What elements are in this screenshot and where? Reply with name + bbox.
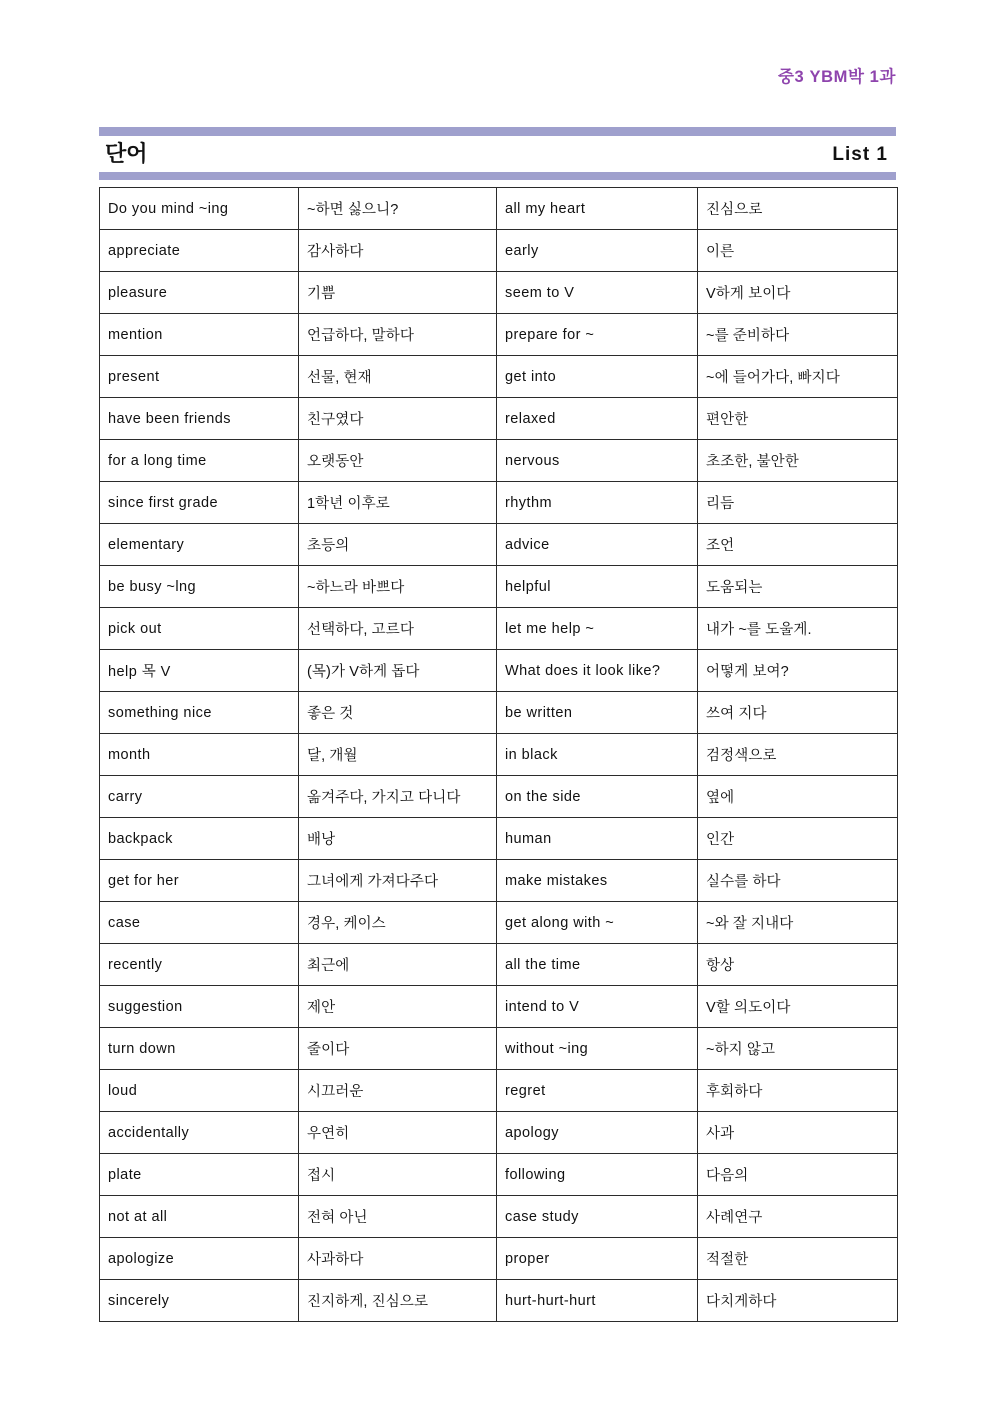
vocab-meaning-left: 줄이다 [299,1028,497,1070]
vocabulary-table [99,187,898,1322]
list-title-block [99,127,896,180]
document-header-label: 중3 YBM박 1과 [777,68,896,86]
vocab-term-left: recently [100,944,299,986]
vocab-term-left: plate [100,1154,299,1196]
vocab-meaning-right: ~에 들어가다, 빠지다 [698,356,898,398]
table-row [100,1154,898,1196]
table-row [100,734,898,776]
vocab-term-left: be busy ~lng [100,566,299,608]
vocab-term-right: following [497,1154,698,1196]
vocab-term-right: make mistakes [497,860,698,902]
table-row [100,692,898,734]
table-row [100,1280,898,1322]
vocab-meaning-left: 그녀에게 가져다주다 [299,860,497,902]
list-number-label: List 1 [832,143,888,165]
vocab-meaning-right: 이른 [698,230,898,272]
vocab-term-left: turn down [100,1028,299,1070]
table-row [100,440,898,482]
vocab-meaning-left: 최근에 [299,944,497,986]
table-row [100,776,898,818]
vocab-meaning-right: 인간 [698,818,898,860]
vocab-term-left: loud [100,1070,299,1112]
vocab-meaning-left: 전혀 아닌 [299,1196,497,1238]
vocab-meaning-left: ~하면 싫으니? [299,188,497,230]
table-row [100,524,898,566]
table-row [100,902,898,944]
vocab-meaning-right: 진심으로 [698,188,898,230]
vocab-term-left: something nice [100,692,299,734]
vocab-term-right: What does it look like? [497,650,698,692]
vocab-term-right: advice [497,524,698,566]
vocab-meaning-right: 사과 [698,1112,898,1154]
vocab-meaning-left: 경우, 케이스 [299,902,497,944]
vocab-term-right: human [497,818,698,860]
vocab-term-right: without ~ing [497,1028,698,1070]
vocab-term-right: on the side [497,776,698,818]
table-row [100,608,898,650]
page-title: 단어 [105,141,148,166]
vocab-term-right: seem to V [497,272,698,314]
vocab-meaning-right: 다치게하다 [698,1280,898,1322]
vocab-meaning-left: 언급하다, 말하다 [299,314,497,356]
vocab-term-left: appreciate [100,230,299,272]
vocab-term-left: pleasure [100,272,299,314]
vocab-term-right: proper [497,1238,698,1280]
vocab-term-left: present [100,356,299,398]
vocab-term-left: help 목 V [100,650,299,692]
table-row [100,356,898,398]
vocab-meaning-right: 조언 [698,524,898,566]
vocab-meaning-right: 내가 ~를 도울게. [698,608,898,650]
title-rule-bottom [99,172,896,180]
vocab-meaning-right: 초조한, 불안한 [698,440,898,482]
vocab-term-left: not at all [100,1196,299,1238]
vocab-term-right: let me help ~ [497,608,698,650]
vocab-term-right: intend to V [497,986,698,1028]
vocab-term-right: all my heart [497,188,698,230]
vocab-meaning-left: 선택하다, 고르다 [299,608,497,650]
vocab-meaning-right: 어떻게 보여? [698,650,898,692]
table-row [100,398,898,440]
vocab-meaning-left: 달, 개월 [299,734,497,776]
vocab-meaning-left: 오랫동안 [299,440,497,482]
table-row [100,944,898,986]
vocab-meaning-right: 다음의 [698,1154,898,1196]
vocab-term-left: accidentally [100,1112,299,1154]
vocab-meaning-right: V할 의도이다 [698,986,898,1028]
vocab-term-right: early [497,230,698,272]
table-row [100,1028,898,1070]
table-row [100,860,898,902]
vocab-term-left: carry [100,776,299,818]
vocab-term-right: regret [497,1070,698,1112]
vocab-term-right: case study [497,1196,698,1238]
table-row [100,482,898,524]
vocab-meaning-right: 사례연구 [698,1196,898,1238]
vocab-meaning-left: ~하느라 바쁘다 [299,566,497,608]
vocab-meaning-left: 옮겨주다, 가지고 다니다 [299,776,497,818]
vocab-meaning-left: 시끄러운 [299,1070,497,1112]
vocab-term-left: pick out [100,608,299,650]
vocab-term-right: apology [497,1112,698,1154]
vocab-meaning-right: 리듬 [698,482,898,524]
vocab-meaning-left: 배낭 [299,818,497,860]
vocab-term-left: for a long time [100,440,299,482]
table-row [100,566,898,608]
vocab-meaning-right: ~와 잘 지내다 [698,902,898,944]
vocab-term-left: Do you mind ~ing [100,188,299,230]
vocab-meaning-right: 옆에 [698,776,898,818]
table-row [100,1196,898,1238]
vocab-meaning-right: 실수를 하다 [698,860,898,902]
vocab-meaning-left: 선물, 현재 [299,356,497,398]
vocab-term-right: helpful [497,566,698,608]
vocab-meaning-right: 검정색으로 [698,734,898,776]
vocab-meaning-right: ~를 준비하다 [698,314,898,356]
vocab-term-right: prepare for ~ [497,314,698,356]
vocab-term-right: get into [497,356,698,398]
table-row [100,1112,898,1154]
vocab-term-left: have been friends [100,398,299,440]
title-rule-top [99,127,896,136]
table-row [100,188,898,230]
vocabulary-table-body [100,188,898,1322]
vocab-meaning-left: 감사하다 [299,230,497,272]
vocab-meaning-right: 쓰여 지다 [698,692,898,734]
vocab-meaning-left: (목)가 V하게 돕다 [299,650,497,692]
vocab-term-left: apologize [100,1238,299,1280]
title-row [99,136,896,172]
table-row [100,986,898,1028]
vocab-meaning-right: 항상 [698,944,898,986]
vocab-meaning-right: ~하지 않고 [698,1028,898,1070]
vocab-term-left: get for her [100,860,299,902]
vocab-meaning-left: 좋은 것 [299,692,497,734]
vocab-meaning-left: 제안 [299,986,497,1028]
vocab-meaning-right: 편안한 [698,398,898,440]
vocab-term-left: elementary [100,524,299,566]
vocab-term-left: mention [100,314,299,356]
vocab-meaning-right: 후회하다 [698,1070,898,1112]
vocab-meaning-right: V하게 보이다 [698,272,898,314]
table-row [100,650,898,692]
vocab-term-right: get along with ~ [497,902,698,944]
vocab-term-right: in black [497,734,698,776]
vocab-term-right: hurt-hurt-hurt [497,1280,698,1322]
vocab-term-right: rhythm [497,482,698,524]
table-row [100,230,898,272]
vocab-term-right: relaxed [497,398,698,440]
vocab-meaning-left: 친구였다 [299,398,497,440]
vocab-meaning-left: 진지하게, 진심으로 [299,1280,497,1322]
vocab-term-left: suggestion [100,986,299,1028]
vocab-term-left: month [100,734,299,776]
vocab-term-right: all the time [497,944,698,986]
vocab-term-right: be written [497,692,698,734]
vocab-term-left: sincerely [100,1280,299,1322]
vocab-meaning-left: 우연히 [299,1112,497,1154]
vocab-term-right: nervous [497,440,698,482]
vocab-meaning-left: 사과하다 [299,1238,497,1280]
vocab-meaning-left: 접시 [299,1154,497,1196]
vocab-meaning-right: 적절한 [698,1238,898,1280]
vocab-meaning-right: 도움되는 [698,566,898,608]
vocab-meaning-left: 1학년 이후로 [299,482,497,524]
vocab-meaning-left: 초등의 [299,524,497,566]
table-row [100,1238,898,1280]
table-row [100,272,898,314]
vocab-term-left: since first grade [100,482,299,524]
table-row [100,1070,898,1112]
vocab-meaning-left: 기쁨 [299,272,497,314]
vocab-term-left: case [100,902,299,944]
table-row [100,818,898,860]
vocab-term-left: backpack [100,818,299,860]
table-row [100,314,898,356]
